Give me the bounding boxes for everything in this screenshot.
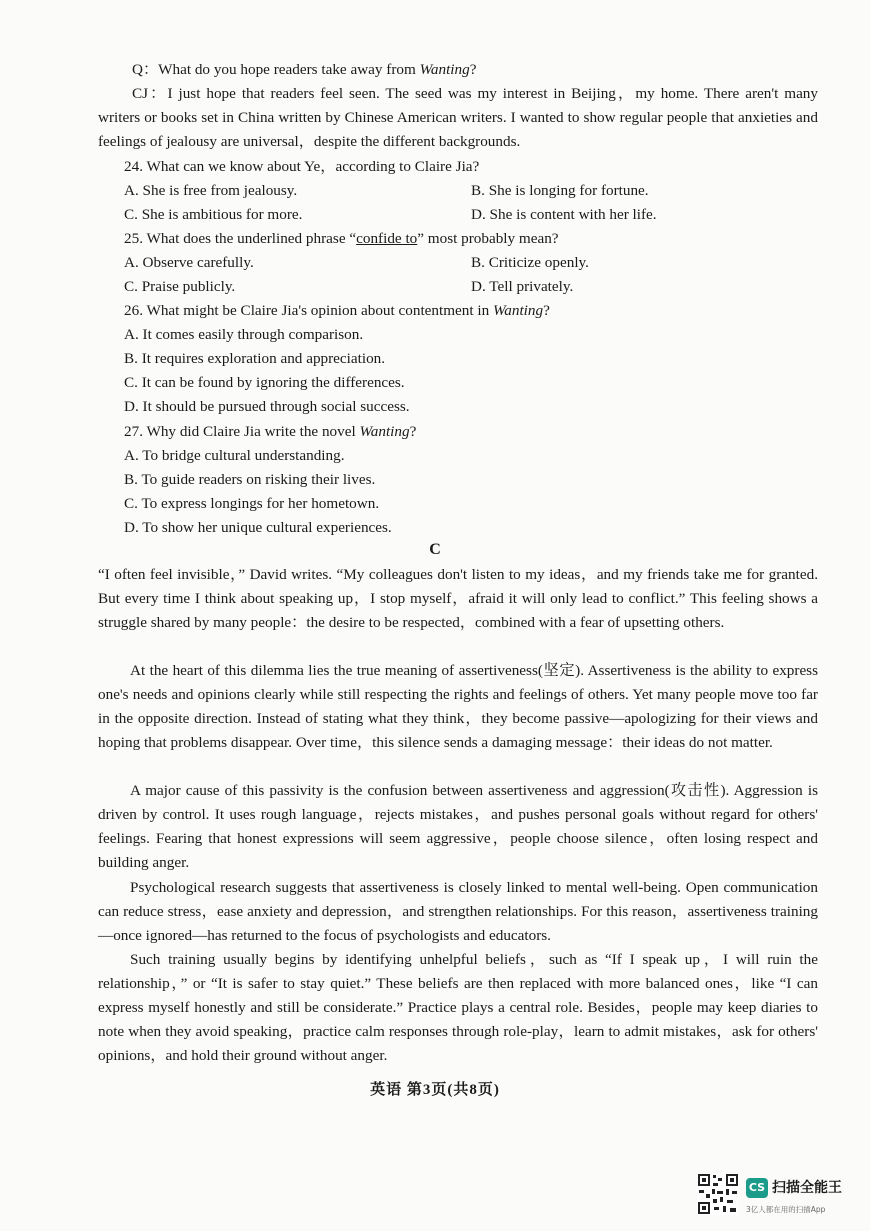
- question-26-option-b: B. It requires exploration and appreciation.: [124, 350, 386, 367]
- question-25-option-b: B. Criticize openly.: [471, 254, 589, 271]
- question-26-option-c: C. It can be found by ignoring the differences.: [124, 374, 405, 391]
- passage-paragraph-1: “I often feel invisible，” David writes. “My colleagues don't listen to my ideas，and my friends take me for granted. But every time I think about speaking up，I stop myself，afraid it will only lead to conflict.” This feeling shows a struggle shared by many people：the desire to be respected，combined with a fear of upsetting others.: [98, 566, 818, 632]
- scanner-app-name: 扫描全能王: [772, 1180, 842, 1196]
- question-25-stem: 25. What does the underlined phrase “confide to” most probably mean?: [124, 230, 559, 247]
- question-24-option-d: D. She is content with her life.: [471, 206, 657, 223]
- passage-paragraph-2: At the heart of this dilemma lies the true meaning of assertiveness(坚定). Assertiveness is the ability to express one's needs and opinions clearly while still respecting the rights and feelings of others. Yet many people move too far in the opposite direction. Instead of stating what they think，they become passive—apologizing for their views and hoping that problems disappear. Over time，this silence sends a damaging message：their ideas do not matter.: [98, 662, 818, 752]
- question-27-option-c: C. To express longings for her hometown.: [124, 495, 380, 512]
- question-25-option-c: C. Praise publicly.: [124, 278, 236, 295]
- question-24-option-c: C. She is ambitious for more.: [124, 206, 303, 223]
- question-27-stem: 27. Why did Claire Jia write the novel Wanting?: [124, 423, 417, 440]
- book-title: Wanting: [359, 423, 410, 440]
- book-title: Wanting: [419, 61, 470, 78]
- question-27-option-d: D. To show her unique cultural experiences.: [124, 519, 392, 536]
- question-26-option-d: D. It should be pursued through social success.: [124, 398, 410, 415]
- interview-question: Q：What do you hope readers take away from Wanting?: [132, 61, 477, 78]
- question-26-stem: 26. What might be Claire Jia's opinion about contentment in Wanting?: [124, 302, 550, 319]
- question-27-option-a: A. To bridge cultural understanding.: [124, 447, 345, 464]
- passage-paragraph-5: Such training usually begins by identifying unhelpful beliefs，such as “If I speak up，I will ruin the relationship，” or “It is safer to stay quiet.” These beliefs are then replaced with more balanced ones，like “I can express myself honestly and still be considerate.” Practice plays a central role. Besides，people may keep diaries to note when they avoid speaking，practice calm responses through role-play，learn to admit mistakes，ask for others' opinions，and hold their ground without anger.: [98, 951, 818, 1065]
- qr-code-icon: [697, 1173, 739, 1215]
- camscanner-logo-icon: CS: [746, 1178, 768, 1198]
- underlined-phrase: confide to: [356, 230, 418, 247]
- question-24-option-b: B. She is longing for fortune.: [471, 182, 649, 199]
- book-title: Wanting: [493, 302, 544, 319]
- passage-paragraph-3: A major cause of this passivity is the confusion between assertiveness and aggression(攻击性). Aggression is driven by control. It uses rough language，rejects mistakes，and pushes personal goals without regard for others' feelings. Fearing that honest expressions will seem aggressive，people choose silence，often losing respect and building anger.: [98, 782, 818, 872]
- question-24-stem: 24. What can we know about Ye，according to Claire Jia?: [124, 158, 480, 175]
- scanner-tagline: 3亿人都在用的扫描App: [746, 1205, 826, 1214]
- question-25-option-a: A. Observe carefully.: [124, 254, 254, 271]
- question-24-option-a: A. She is free from jealousy.: [124, 182, 298, 199]
- question-26-option-a: A. It comes easily through comparison.: [124, 326, 364, 343]
- passage-paragraph-4: Psychological research suggests that assertiveness is closely linked to mental well-being. Open communication can reduce stress，ease anxiety and depression，and strengthen relationships. For this reason，assertiveness training—once ignored—has returned to the focus of psychologists and educators.: [98, 879, 818, 945]
- page-footer: 英语 第3页(共8页): [370, 1082, 500, 1098]
- question-25-option-d: D. Tell privately.: [471, 278, 574, 295]
- question-27-option-b: B. To guide readers on risking their lives.: [124, 471, 376, 488]
- interview-answer: CJ：I just hope that readers feel seen. The seed was my interest in Beijing，my home. There aren't many writers or books set in China written by Chinese American writers. I wanted to show regular people that anxieties and feelings of jealousy are universal，despite the different backgrounds.: [98, 85, 818, 151]
- section-heading: C: [429, 541, 441, 558]
